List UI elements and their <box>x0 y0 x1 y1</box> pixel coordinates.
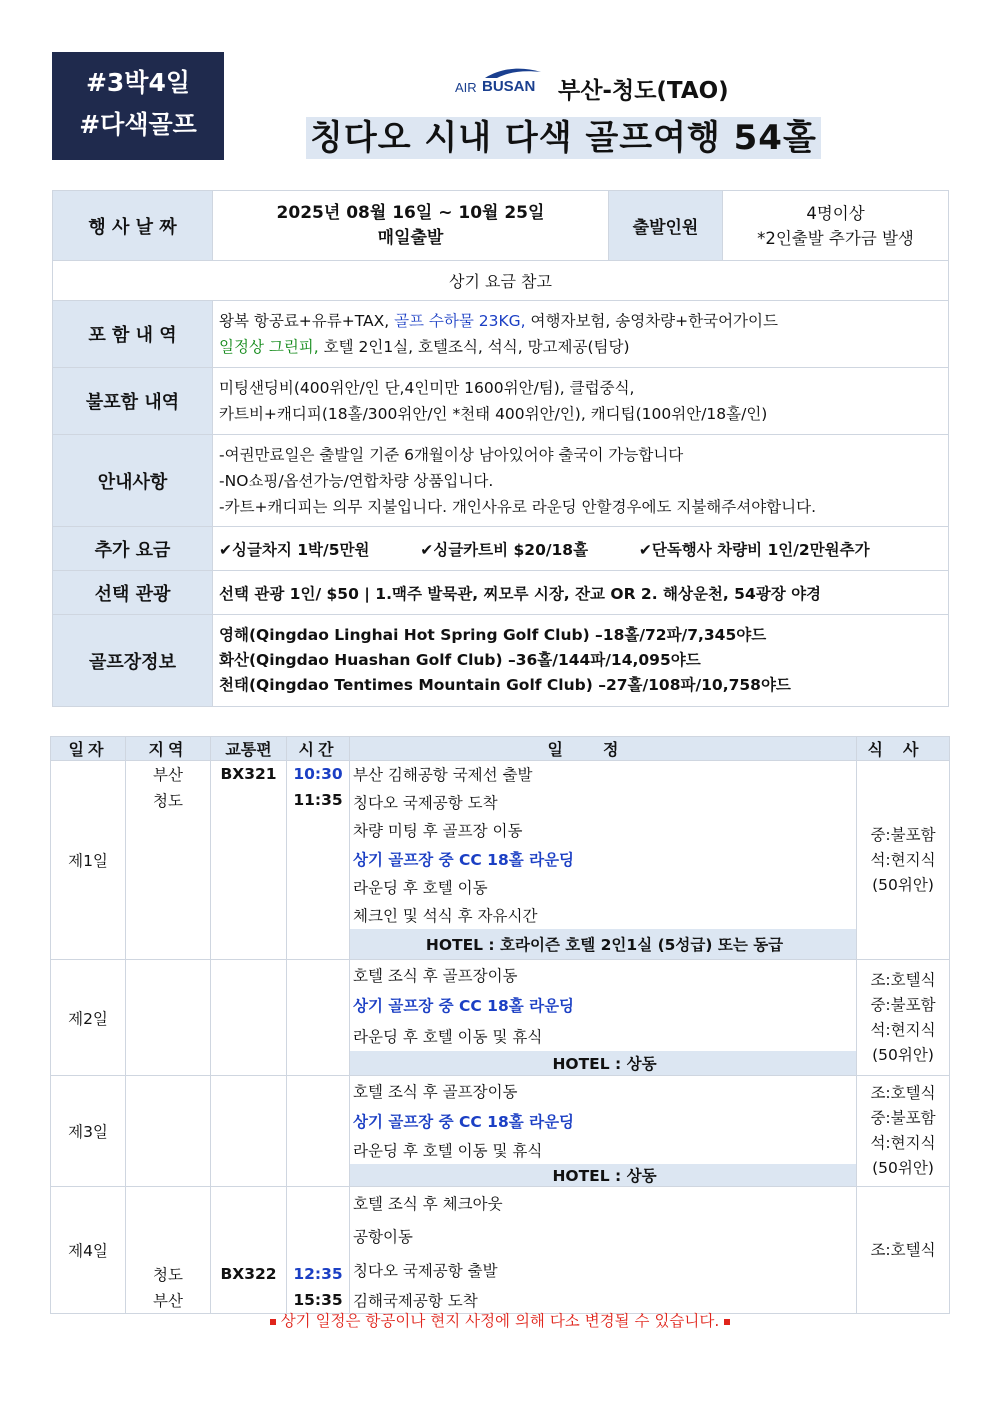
golf-course-tentimes: 천태(Qingdao Tentimes Mountain Golf Club) –27홀/108파/10,758야드 <box>219 676 791 694</box>
d4-item-2: 공항이동 <box>353 1228 413 1246</box>
d1-item-1: 부산 김해공항 국제선 출발 <box>353 766 533 784</box>
col-itinerary: 일정 <box>350 737 857 761</box>
incl-golf-baggage: 골프 수하물 23KG, <box>394 312 526 330</box>
info-table <box>52 190 949 707</box>
optional-tour-label: 선택 관광 <box>53 571 213 615</box>
date-label: 행 사 날 짜 <box>53 191 213 261</box>
notice-line-3: -카트+캐디피는 의무 지불입니다. 개인사유로 라운딩 안할경우에도 지불해주셔야합니다. <box>219 497 817 516</box>
excl-line-1: 미팅샌딩비(400위안/인 단,4인미만 1600위안/팀), 클럽중식, <box>219 379 635 397</box>
d2-meal-2: 중:불포함 <box>870 995 936 1014</box>
excluded-label: 불포함 내역 <box>53 368 213 435</box>
incl-insurance: 여행자보험, 송영차량+한국어가이드 <box>525 312 778 330</box>
pax-label: 출발인원 <box>609 191 723 261</box>
day-2: 제2일 <box>51 960 126 1076</box>
d1-item-5: 라운딩 후 호텔 이동 <box>353 879 488 897</box>
d3-item-2: 상기 골프장 중 CC 18홀 라운딩 <box>353 1112 575 1131</box>
d1-time-2: 11:35 <box>293 791 343 809</box>
d2-meal-1: 조:호텔식 <box>870 970 936 989</box>
date-daily: 매일출발 <box>377 227 444 248</box>
incl-green-fee: 일정상 그린피, <box>219 338 319 356</box>
d2-item-3: 라운딩 후 호텔 이동 및 휴식 <box>353 1027 543 1046</box>
d1-meal-1: 중:불포함 <box>870 825 936 844</box>
route-title: 부산-청도(TAO) <box>558 78 729 104</box>
bullet-square-icon <box>270 1319 276 1325</box>
d3-item-3: 라운딩 후 호텔 이동 및 휴식 <box>353 1142 543 1160</box>
extra-single-cart: ✔싱글카트비 $20/18홀 <box>420 540 589 559</box>
d3-meal-4: (50위안) <box>872 1159 934 1177</box>
extra-fee-label: 추가 요금 <box>53 527 213 571</box>
day-1: 제1일 <box>51 761 126 960</box>
notice-line-1: -여권만료일은 출발일 기준 6개월이상 남아있어야 출국이 가능합니다 <box>219 445 684 464</box>
table-row <box>51 960 950 1076</box>
golf-info-value <box>213 615 949 707</box>
d4-region-1: 청도 <box>153 1266 183 1284</box>
col-day: 일자 <box>51 737 126 761</box>
page-title: 칭다오 시내 다색 골프여행 54홀 <box>306 117 821 159</box>
schedule-table <box>50 736 950 1314</box>
day-3: 제3일 <box>51 1076 126 1187</box>
incl-airfare: 왕복 항공료+유류+TAX, <box>219 312 395 330</box>
col-time: 시간 <box>287 737 350 761</box>
d1-item-3: 차량 미팅 후 골프장 이동 <box>353 822 523 840</box>
d4-flight: BX322 <box>220 1265 277 1283</box>
badge-line-2: #다색골프 <box>79 110 197 139</box>
d4-item-1: 호텔 조식 후 체크아웃 <box>353 1195 503 1213</box>
d1-time-1: 10:30 <box>293 765 343 783</box>
d1-item-6: 체크인 및 석식 후 자유시간 <box>353 907 538 925</box>
footer-text: 상기 일정은 항공이나 현지 사정에 의해 다소 변경될 수 있습니다. <box>280 1312 720 1330</box>
trip-badge <box>52 52 224 160</box>
d1-region-1: 부산 <box>153 766 183 784</box>
included-label: 포 함 내 역 <box>53 301 213 368</box>
day-4: 제4일 <box>51 1187 126 1314</box>
d4-item-3: 칭다오 국제공항 출발 <box>353 1262 498 1280</box>
d3-meal-2: 중:불포함 <box>870 1109 936 1127</box>
d4-time-2: 15:35 <box>293 1291 343 1309</box>
d3-meal-3: 석:현지식 <box>870 1134 936 1152</box>
d1-item-2: 칭다오 국제공항 도착 <box>353 793 498 812</box>
extra-single-charge: ✔싱글차지 1박/5만원 <box>219 540 370 559</box>
d3-meal-1: 조:호텔식 <box>870 1084 936 1102</box>
pax-note: *2인출발 추가금 발생 <box>757 228 914 248</box>
footer-note <box>0 1309 1000 1331</box>
excl-line-2: 카트비+캐디피(18홀/300위안/인 *천태 400위안/인), 캐디팁(100위안/18홀/인) <box>219 405 768 423</box>
optional-tour-value: 선택 관광 1인/ $50 | 1.맥주 발묵관, 찌모루 시장, 잔교 OR 2. 해상운천, 54광장 야경 <box>213 571 949 615</box>
d3-item-1: 호텔 조식 후 골프장이동 <box>353 1082 518 1101</box>
pax-value <box>723 191 949 261</box>
badge-line-1: #3박4일 <box>85 68 191 97</box>
date-range: 2025년 08월 16일 ~ 10월 25일 <box>276 202 545 223</box>
notice-label: 안내사항 <box>53 435 213 527</box>
d1-meal-3: (50위안) <box>872 875 934 894</box>
notice-line-2: -NO쇼핑/옵션가능/연합차량 상품입니다. <box>219 471 494 490</box>
extra-fee-value <box>213 527 949 571</box>
included-value <box>213 301 949 368</box>
col-meal: 식사 <box>857 737 950 761</box>
golf-course-huashan: 화산(Qingdao Huashan Golf Club) –36홀/144파/14,095야드 <box>219 651 701 669</box>
brand-busan: BUSAN <box>482 78 536 95</box>
price-note: 상기 요금 참고 <box>53 261 949 301</box>
d4-region-2: 부산 <box>153 1292 183 1310</box>
d1-hotel: HOTEL : 호라이즌 호텔 2인1실 (5성급) 또는 동급 <box>350 929 856 959</box>
golf-course-linghai: 영해(Qingdao Linghai Hot Spring Golf Club) –18홀/72파/7,345야드 <box>219 626 767 644</box>
table-row <box>51 761 950 960</box>
d4-meal-1: 조:호텔식 <box>870 1240 936 1259</box>
d1-meal-2: 석:현지식 <box>870 850 936 869</box>
d1-region-2: 청도 <box>153 792 183 810</box>
d2-hotel: HOTEL : 상동 <box>350 1051 856 1075</box>
pax-min: 4명이상 <box>806 203 865 223</box>
col-transport: 교통편 <box>211 737 287 761</box>
d2-item-2: 상기 골프장 중 CC 18홀 라운딩 <box>353 996 575 1015</box>
col-region: 지역 <box>126 737 211 761</box>
d2-meal-3: 석:현지식 <box>870 1020 936 1039</box>
notice-value <box>213 435 949 527</box>
d3-hotel: HOTEL : 상동 <box>350 1164 856 1186</box>
incl-hotel: 호텔 2인1실, 호텔조식, 석식, 망고제공(팀당) <box>318 338 630 356</box>
golf-info-label: 골프장정보 <box>53 615 213 707</box>
d1-item-4: 상기 골프장 중 CC 18홀 라운딩 <box>353 850 575 869</box>
date-value <box>213 191 609 261</box>
d2-item-1: 호텔 조식 후 골프장이동 <box>353 966 518 985</box>
table-row <box>51 1187 950 1314</box>
brand-air: AIR <box>455 80 477 95</box>
excluded-value <box>213 368 949 435</box>
d4-item-4: 김해국제공항 도착 <box>353 1292 478 1310</box>
d2-meal-4: (50위안) <box>872 1045 934 1064</box>
extra-private-vehicle: ✔단독행사 차량비 1인/2만원추가 <box>638 540 870 559</box>
air-busan-logo <box>455 68 545 98</box>
d1-flight: BX321 <box>220 765 277 783</box>
bullet-square-icon <box>724 1319 730 1325</box>
table-row <box>51 1076 950 1187</box>
d4-time-1: 12:35 <box>293 1265 343 1283</box>
